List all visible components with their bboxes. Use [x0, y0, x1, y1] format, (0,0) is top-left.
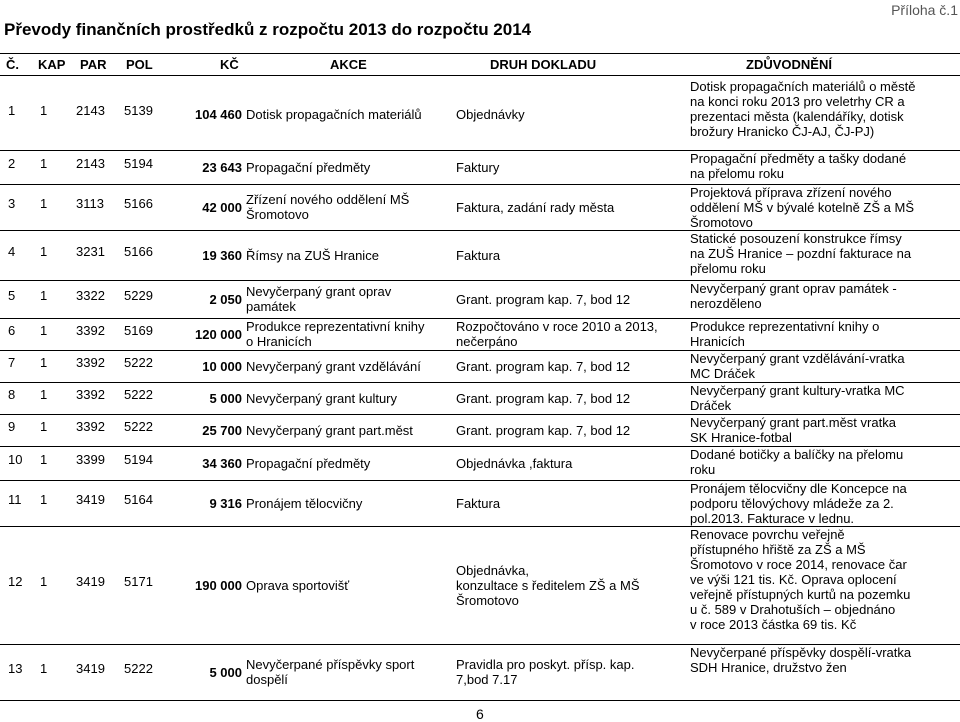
row-1-doklad-line: Objednávky: [456, 106, 525, 122]
row-9-doklad-line: Grant. program kap. 7, bod 12: [456, 422, 631, 438]
row-5-kc-line: 2 050: [209, 291, 242, 307]
row-6-duvod-line: Produkce reprezentativní knihy o: [690, 319, 880, 334]
row-6-no-line: 6: [8, 322, 16, 338]
row-11-no-line: 11: [8, 491, 22, 507]
row-9-kap-line: 1: [40, 418, 48, 434]
row-11-akce-line: Pronájem tělocvičny: [246, 495, 363, 511]
row-6-par: [76, 323, 116, 338]
row-3-akce-line: Zřízení nového oddělení MŠ: [246, 192, 410, 207]
row-1-kap-line: 1: [40, 102, 48, 118]
row-4-doklad-line: Faktura: [456, 247, 501, 263]
row-11-par: [76, 492, 116, 507]
row-10-duvod-line: Dodané botičky a balíčky na přelomu: [690, 447, 904, 462]
row-11-pol: [124, 492, 164, 507]
row-3-pol-line: 5166: [124, 195, 153, 211]
row-8-par-line: 3392: [76, 386, 105, 402]
header-duvod: ZDŮVODNĚNÍ: [746, 57, 832, 72]
row-2-duvod: [690, 151, 906, 181]
row-1-duvod: [690, 79, 915, 139]
row-1-no: [8, 103, 32, 118]
row-10-doklad: [456, 456, 572, 471]
row-3-duvod-line: oddělení MŠ v bývalé kotelně ZŠ a MŠ: [690, 200, 915, 215]
row-7-pol-line: 5222: [124, 354, 153, 370]
row-6-par-line: 3392: [76, 322, 105, 338]
row-12-akce-line: Oprava sportovišť: [246, 577, 350, 593]
row-10-akce-line: Propagační předměty: [246, 455, 371, 471]
row-1-pol: [124, 103, 164, 118]
row-4-no: [8, 244, 32, 259]
row-10-pol-line: 5194: [124, 451, 153, 467]
row-2-doklad: [456, 160, 499, 175]
row-7-duvod-line: Nevyčerpaný grant vzdělávání-vratka: [690, 351, 905, 366]
row-9-duvod-line: SK Hranice-fotbal: [690, 430, 792, 445]
row-5-no: [8, 288, 32, 303]
row-12-kc: [170, 578, 242, 593]
row-4-kc-line: 19 360: [202, 247, 242, 263]
row-11-kc-line: 9 316: [209, 495, 242, 511]
row-4-kap: [40, 244, 52, 259]
row-5-akce: [246, 284, 391, 314]
row-3-duvod-line: Šromotovo: [690, 215, 753, 230]
row-4-doklad: [456, 248, 500, 263]
row-12-pol: [124, 574, 164, 589]
row-6-akce-line: Produkce reprezentativní knihy: [246, 319, 425, 334]
row-8-duvod: [690, 383, 905, 413]
row-12-duvod: [690, 527, 910, 632]
row-5-duvod: [690, 281, 897, 311]
row-4-akce-line: Římsy na ZUŠ Hranice: [246, 247, 379, 263]
row-6-doklad-line: Rozpočtováno v roce 2010 a 2013,: [456, 319, 658, 334]
row-13-no: [8, 661, 32, 676]
row-13-no-line: 13: [8, 660, 23, 676]
row-7-kc-line: 10 000: [202, 358, 242, 374]
row-9-akce-line: Nevyčerpaný grant part.měst: [246, 422, 413, 438]
row-5-kap: [40, 288, 52, 303]
row-6-pol-line: 5169: [124, 322, 153, 338]
row-10-kap: [40, 452, 52, 467]
row-2-duvod-line: na přelomu roku: [690, 166, 784, 181]
row-13-duvod: [690, 645, 911, 675]
row-2-pol-line: 5194: [124, 155, 153, 171]
row-4-duvod-line: na ZUŠ Hranice – pozdní fakturace na: [690, 246, 912, 261]
row-3-akce: [246, 192, 409, 222]
row-1-kap: [40, 103, 52, 118]
row-1-duvod-line: Dotisk propagačních materiálů o městě: [690, 79, 916, 94]
row-3-par: [76, 196, 116, 211]
row-13-doklad: [456, 657, 634, 687]
row-12-duvod-line: v roce 2013 částka 69 tis. Kč: [690, 617, 857, 632]
header-c: Č.: [6, 57, 19, 72]
row-6-kap-line: 1: [40, 322, 48, 338]
row-2-no: [8, 156, 32, 171]
row-12-kc-line: 190 000: [195, 577, 242, 593]
row-2-akce: [246, 160, 370, 175]
row-11-akce: [246, 496, 362, 511]
row-13-duvod-line: SDH Hranice, družstvo žen: [690, 660, 847, 675]
row-12-doklad-line: Objednávka,: [456, 562, 529, 578]
row-6-kc: [170, 327, 242, 342]
row-3-kc: [170, 200, 242, 215]
row-13-akce-line: dospělí: [246, 672, 288, 687]
row-8-kap-line: 1: [40, 386, 48, 402]
row-6-kap: [40, 323, 52, 338]
row-5-duvod-line: nerozděleno: [690, 296, 762, 311]
row-10-kc: [170, 456, 242, 471]
row-13-doklad-line: Pravidla pro poskyt. přísp. kap.: [456, 657, 635, 672]
row-11-pol-line: 5164: [124, 491, 153, 507]
row-1-duvod-line: brožury Hranicko ČJ-AJ, ČJ-PJ): [690, 124, 875, 139]
row-8-doklad-line: Grant. program kap. 7, bod 12: [456, 390, 631, 406]
row-13-pol-line: 5222: [124, 660, 153, 676]
row-4-kc: [170, 248, 242, 263]
row-5-par-line: 3322: [76, 287, 105, 303]
row-12-doklad-line: konzultace s ředitelem ZŠ a MŠ: [456, 577, 640, 593]
row-9-kc: [170, 423, 242, 438]
row-11-duvod-line: pol.2013. Fakturace v lednu.: [690, 511, 855, 526]
row-4-duvod: [690, 231, 911, 276]
row-2-kap: [40, 156, 52, 171]
header-kap: KAP: [38, 57, 66, 72]
row-7-kap: [40, 355, 52, 370]
row-13-doklad-line: 7,bod 7.17: [456, 672, 518, 687]
row-1-pol-line: 5139: [124, 102, 153, 118]
row-10-akce: [246, 456, 370, 471]
row-7-par-line: 3392: [76, 354, 105, 370]
row-8-kc: [170, 391, 242, 406]
row-3-doklad-line: Faktura, zadání rady města: [456, 199, 615, 215]
row-2-kap-line: 1: [40, 155, 48, 171]
row-8-kap: [40, 387, 52, 402]
row-12-no-line: 12: [8, 573, 23, 589]
row-6-doklad: [456, 319, 658, 349]
row-4-kap-line: 1: [40, 243, 48, 259]
row-4-duvod-line: přelomu roku: [690, 261, 766, 276]
row-3-duvod-line: Projektová příprava zřízení nového: [690, 185, 892, 200]
row-9-kc-line: 25 700: [202, 422, 242, 438]
row-12-duvod-line: ve výši 121 tis. Kč. Oprava oplocení: [690, 572, 897, 587]
row-6-duvod: [690, 319, 879, 349]
row-11-duvod: [690, 481, 907, 526]
row-11-par-line: 3419: [76, 491, 105, 507]
row-9-no: [8, 419, 32, 434]
row-7-akce-line: Nevyčerpaný grant vzdělávání: [246, 358, 421, 374]
row-4-akce: [246, 248, 379, 263]
row-13-akce: [246, 657, 414, 687]
row-2-par-line: 2143: [76, 155, 105, 171]
row-8-no: [8, 387, 32, 402]
row-8-doklad: [456, 391, 630, 406]
row-8-par: [76, 387, 116, 402]
row-7-doklad-line: Grant. program kap. 7, bod 12: [456, 358, 631, 374]
row-7-duvod-line: MC Dráček: [690, 366, 756, 381]
row-1-duvod-line: prezentaci města (kalendáříky, dotisk: [690, 109, 904, 124]
row-1-akce: [246, 107, 422, 122]
row-13-kc: [170, 665, 242, 680]
row-11-no: [8, 492, 32, 507]
row-13-kc-line: 5 000: [209, 664, 242, 680]
row-5-duvod-line: Nevyčerpaný grant oprav památek -: [690, 281, 897, 296]
row-3-pol: [124, 196, 164, 211]
row-13-par-line: 3419: [76, 660, 105, 676]
annex-label: Příloha č.1: [891, 2, 958, 18]
header-bottom-rule: [0, 75, 960, 76]
row-9-pol: [124, 419, 164, 434]
row-11-duvod-line: Pronájem tělocvičny dle Koncepce na: [690, 481, 907, 496]
row-8-akce: [246, 391, 397, 406]
row-12-akce: [246, 578, 349, 593]
row-7-akce: [246, 359, 421, 374]
row-1-akce-line: Dotisk propagačních materiálů: [246, 106, 422, 122]
row-6-akce-line: o Hranicích: [246, 334, 312, 349]
row-7-kc: [170, 359, 242, 374]
row-10-doklad-line: Objednávka ,faktura: [456, 455, 573, 471]
row-2-akce-line: Propagační předměty: [246, 159, 371, 175]
row-rule: [0, 700, 960, 701]
row-6-duvod-line: Hranicích: [690, 334, 745, 349]
row-4-no-line: 4: [8, 243, 16, 259]
row-3-par-line: 3113: [76, 195, 104, 211]
row-8-pol: [124, 387, 164, 402]
row-5-akce-line: Nevyčerpaný grant oprav: [246, 284, 392, 299]
header-kc: KČ: [220, 57, 239, 72]
row-3-kap: [40, 196, 52, 211]
row-12-kap: [40, 574, 52, 589]
row-5-kc: [170, 292, 242, 307]
row-2-pol: [124, 156, 164, 171]
row-3-kap-line: 1: [40, 195, 48, 211]
row-5-doklad-line: Grant. program kap. 7, bod 12: [456, 291, 631, 307]
row-8-akce-line: Nevyčerpaný grant kultury: [246, 390, 398, 406]
row-12-kap-line: 1: [40, 573, 48, 589]
row-5-akce-line: památek: [246, 299, 296, 314]
row-7-pol: [124, 355, 164, 370]
row-9-pol-line: 5222: [124, 418, 153, 434]
row-9-duvod: [690, 415, 896, 445]
row-10-par: [76, 452, 116, 467]
row-6-kc-line: 120 000: [195, 326, 242, 342]
row-10-kc-line: 34 360: [202, 455, 242, 471]
row-2-no-line: 2: [8, 155, 16, 171]
row-12-doklad-line: Šromotovo: [456, 592, 519, 608]
row-1-par: [76, 103, 116, 118]
row-12-pol-line: 5171: [124, 573, 153, 589]
row-2-duvod-line: Propagační předměty a tašky dodané: [690, 151, 907, 166]
row-13-pol: [124, 661, 164, 676]
row-11-kc: [170, 496, 242, 511]
row-3-no-line: 3: [8, 195, 16, 211]
row-10-duvod-line: roku: [690, 462, 716, 477]
row-10-no: [8, 452, 32, 467]
row-12-duvod-line: přístupného hřiště za ZŠ a MŠ: [690, 542, 866, 557]
row-9-akce: [246, 423, 413, 438]
row-12-duvod-line: veřejně přístupných kurtů na pozemku: [690, 587, 911, 602]
row-7-no: [8, 355, 32, 370]
row-6-doklad-line: nečerpáno: [456, 334, 518, 349]
row-8-kc-line: 5 000: [209, 390, 242, 406]
row-1-kc-line: 104 460: [195, 106, 242, 122]
row-4-pol-line: 5166: [124, 243, 153, 259]
row-3-akce-line: Šromotovo: [246, 207, 309, 222]
page-title: Převody finančních prostředků z rozpočtu 2013 do rozpočtu 2014: [4, 20, 532, 39]
row-9-doklad: [456, 423, 630, 438]
row-11-doklad-line: Faktura: [456, 495, 501, 511]
row-13-kap-line: 1: [40, 660, 48, 676]
row-13-duvod-line: Nevyčerpané příspěvky dospělí-vratka: [690, 645, 912, 660]
row-9-par: [76, 419, 116, 434]
row-7-duvod: [690, 351, 905, 381]
row-2-par: [76, 156, 116, 171]
row-2-doklad-line: Faktury: [456, 159, 500, 175]
row-1-par-line: 2143: [76, 102, 105, 118]
row-5-no-line: 5: [8, 287, 16, 303]
row-4-par-line: 3231: [76, 243, 105, 259]
row-2-kc-line: 23 643: [202, 159, 242, 175]
row-9-no-line: 9: [8, 418, 16, 434]
row-10-no-line: 10: [8, 451, 23, 467]
row-7-par: [76, 355, 116, 370]
row-9-duvod-line: Nevyčerpaný grant part.měst vratka: [690, 415, 896, 430]
row-8-duvod-line: Dráček: [690, 398, 732, 413]
header-akce: AKCE: [330, 57, 367, 72]
row-13-akce-line: Nevyčerpané příspěvky sport: [246, 657, 415, 672]
header-pol: POL: [126, 57, 153, 72]
header-top-rule: [0, 53, 960, 54]
row-10-par-line: 3399: [76, 451, 105, 467]
row-4-pol: [124, 244, 164, 259]
page-number: 6: [476, 706, 484, 722]
row-12-duvod-line: Renovace povrchu veřejně: [690, 527, 845, 542]
row-13-par: [76, 661, 116, 676]
row-5-pol: [124, 288, 164, 303]
row-8-no-line: 8: [8, 386, 16, 402]
row-1-no-line: 1: [8, 102, 16, 118]
row-10-kap-line: 1: [40, 451, 48, 467]
row-4-par: [76, 244, 116, 259]
row-8-duvod-line: Nevyčerpaný grant kultury-vratka MC: [690, 383, 905, 398]
row-6-no: [8, 323, 32, 338]
row-4-duvod-line: Statické posouzení konstrukce římsy: [690, 231, 902, 246]
row-3-no: [8, 196, 32, 211]
row-12-no: [8, 574, 32, 589]
row-7-doklad: [456, 359, 630, 374]
row-11-kap: [40, 492, 52, 507]
row-9-par-line: 3392: [76, 418, 105, 434]
row-11-doklad: [456, 496, 500, 511]
row-1-duvod-line: na konci roku 2013 pro veletrhy CR a: [690, 94, 905, 109]
row-7-no-line: 7: [8, 354, 16, 370]
row-11-duvod-line: podporu tělovýchovy mládeže za 2.: [690, 496, 894, 511]
row-1-doklad: [456, 107, 525, 122]
row-10-pol: [124, 452, 164, 467]
row-5-pol-line: 5229: [124, 287, 153, 303]
row-3-kc-line: 42 000: [202, 199, 242, 215]
row-3-duvod: [690, 185, 914, 230]
row-2-kc: [170, 160, 242, 175]
row-7-kap-line: 1: [40, 354, 48, 370]
row-6-akce: [246, 319, 424, 349]
row-12-duvod-line: u č. 589 v Drahotuších – objednáno: [690, 602, 896, 617]
row-12-par-line: 3419: [76, 573, 105, 589]
row-12-duvod-line: Šromotovo v roce 2014, renovace čar: [690, 557, 907, 572]
row-12-par: [76, 574, 116, 589]
row-5-par: [76, 288, 116, 303]
row-5-doklad: [456, 292, 630, 307]
header-par: PAR: [80, 57, 107, 72]
header-doklad: DRUH DOKLADU: [490, 57, 597, 72]
row-9-kap: [40, 419, 52, 434]
row-8-pol-line: 5222: [124, 386, 153, 402]
row-3-doklad: [456, 200, 614, 215]
row-12-doklad: [456, 563, 640, 608]
row-1-kc: [170, 107, 242, 122]
row-13-kap: [40, 661, 52, 676]
row-6-pol: [124, 323, 164, 338]
row-11-kap-line: 1: [40, 491, 48, 507]
row-5-kap-line: 1: [40, 287, 48, 303]
row-10-duvod: [690, 447, 903, 477]
